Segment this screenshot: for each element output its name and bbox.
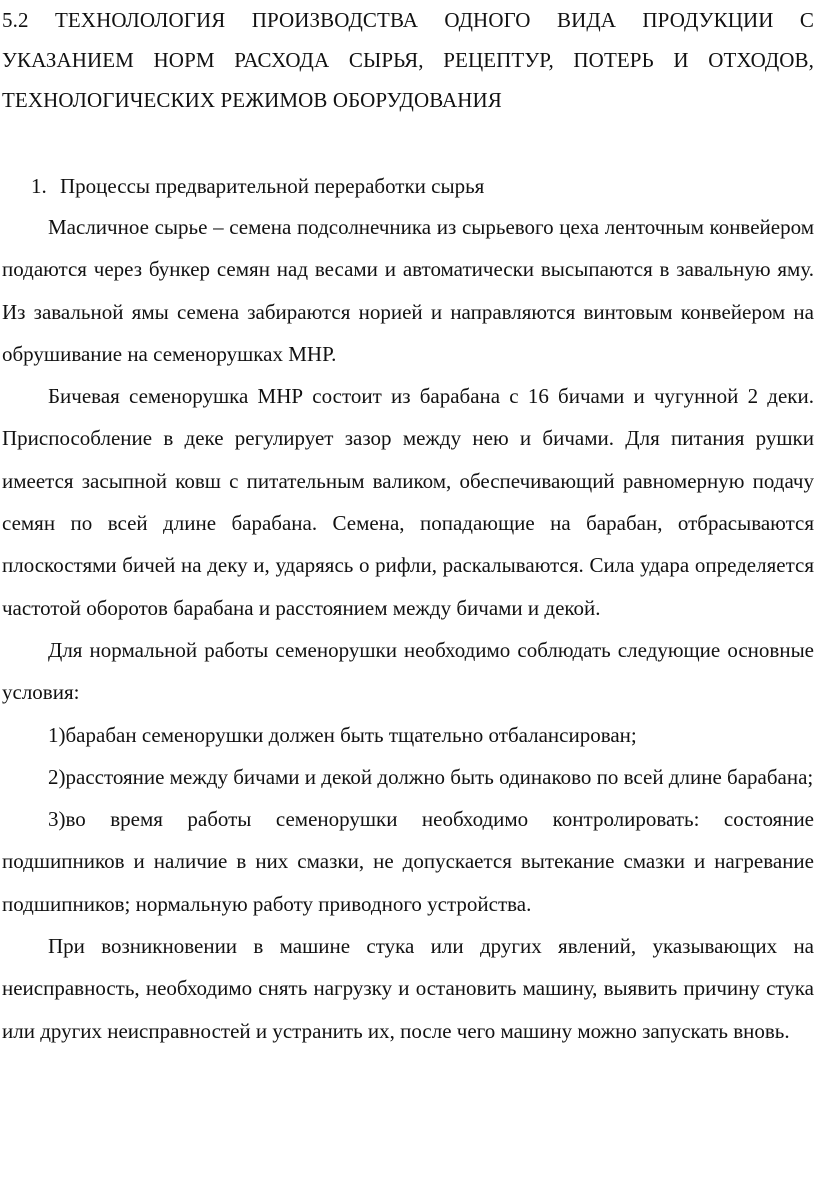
document-heading: 5.2 ТЕХНОЛОЛОГИЯ ПРОИЗВОДСТВА ОДНОГО ВИДА ПРОДУКЦИИ С УКАЗАНИЕМ НОРМ РАСХОДА СЫРЬЯ, РЕЦЕПТУР, ПОТЕРЬ И ОТХОДОВ, ТЕХНОЛОГИЧЕСКИХ РЕЖИМОВ ОБОРУДОВАНИЯ <box>2 8 814 112</box>
list-item-condition-2: 2)расстояние между бичами и декой должно быть одинаково по всей длине барабана; <box>48 764 814 789</box>
paragraph-raw-material-intake: Масличное сырье – семена подсолнечника из сырьевого цеха ленточным конвейером подаются через бункер семян над весами и автоматически высыпаются в завальную яму. Из завальной ямы семена забираются норией и направляются винтовым конвейером на обрушивание на семенорушках МНР. <box>2 215 814 366</box>
section-title-text: Процессы предварительной переработки сырья <box>60 174 485 198</box>
list-item-condition-1: 1)барабан семенорушки должен быть тщательно отбалансирован; <box>48 722 637 747</box>
paragraph-huller-description: Бичевая семенорушка МНР состоит из барабана с 16 бичами и чугунной 2 деки. Приспособление в деке регулирует зазор между нею и бичами. Для питания рушки имеется засыпной ковш с питательным валиком, обеспечивающий равномерную подачу семян по всей длине барабана. Семена, попадающие на барабан, отбрасываются плоскостями бичей на деку и, ударяясь о рифли, раскалываются. Сила удара определяется частотой оборотов барабана и расстоянием между бичами и декой. <box>2 384 814 620</box>
section-title <box>2 166 814 206</box>
section-number: 1. <box>31 174 47 198</box>
paragraph-malfunction-procedure: При возникновении в машине стука или других явлений, указывающих на неисправность, необходимо снять нагрузку и остановить машину, выявить причину стука или других неисправностей и устранить их, после чего машину можно запускать вновь. <box>2 934 814 1043</box>
list-item-condition-3: 3)во время работы семенорушки необходимо контролировать: состояние подшипников и наличие в них смазки, не допускается вытекание смазки и нагревание подшипников; нормальную работу приводного устройства. <box>2 807 814 916</box>
paragraph-operating-conditions: Для нормальной работы семенорушки необходимо соблюдать следующие основные условия: <box>2 637 814 705</box>
